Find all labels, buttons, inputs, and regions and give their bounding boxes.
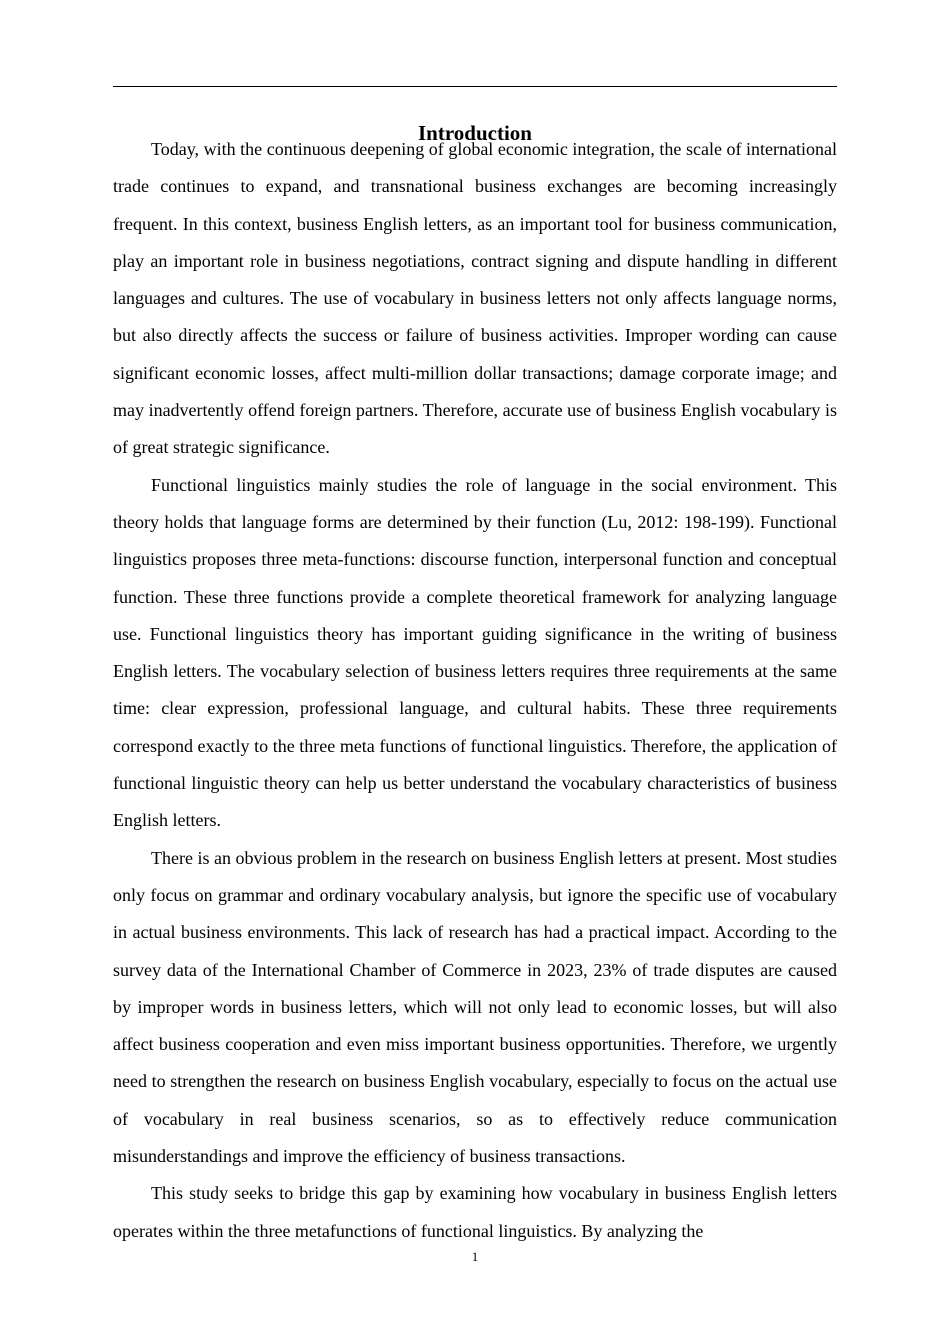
page-number: 1 — [471, 1249, 479, 1264]
paragraph: There is an obvious problem in the research on business English letters at present. Most studies only focus on grammar and ordinary vocabulary analysis, but ignore the specific use of vocabulary in actual business environments. This lack of research has had a practical impact. According to the survey data of the International Chamber of Commerce in 2023, 23% of trade disputes are caused by improper words in business letters, which will not only lead to economic losses, but will also affect business cooperation and even miss important business opportunities. Therefore, we urgently need to strengthen the research on business English vocabulary, especially to focus on the actual use of vocabulary in real business scenarios, so as to effectively reduce communication misunderstandings and improve the efficiency of business transactions. — [113, 847, 837, 1167]
body-text — [113, 131, 837, 1247]
paragraph: Today, with the continuous deepening of global economic integration, the scale of international trade continues to expand, and transnational business exchanges are becoming increasingly frequent. In this context, business English letters, as an important tool for business communication, play an important role in business negotiations, contract signing and dispute handling in different languages and cultures. The use of vocabulary in business letters not only affects language norms, but also directly affects the success or failure of business activities. Improper wording can cause significant economic losses, affect multi-million dollar transactions; damage corporate image; and may inadvertently offend foreign partners. Therefore, accurate use of business English vocabulary is of great strategic significance. — [113, 139, 837, 458]
paragraph: This study seeks to bridge this gap by examining how vocabulary in business English letters operates within the three metafunctions of functional linguistics. By analyzing the — [113, 1183, 837, 1241]
paragraph: Functional linguistics mainly studies the role of language in the social environment. This theory holds that language forms are determined by their function (Lu, 2012: 198-199). Functional linguistics proposes three meta-functions: discourse function, interpersonal function and conceptual function. These three functions provide a complete theoretical framework for analyzing language use. Functional linguistics theory has important guiding significance in the writing of business English letters. The vocabulary selection of business letters requires three requirements at the same time: clear expression, professional language, and cultural habits. These three requirements correspond exactly to the three meta functions of functional linguistics. Therefore, the application of functional linguistic theory can help us better understand the vocabulary characteristics of business English letters. — [113, 474, 837, 831]
page-title: Introduction — [418, 121, 532, 146]
header-rule — [113, 86, 837, 87]
